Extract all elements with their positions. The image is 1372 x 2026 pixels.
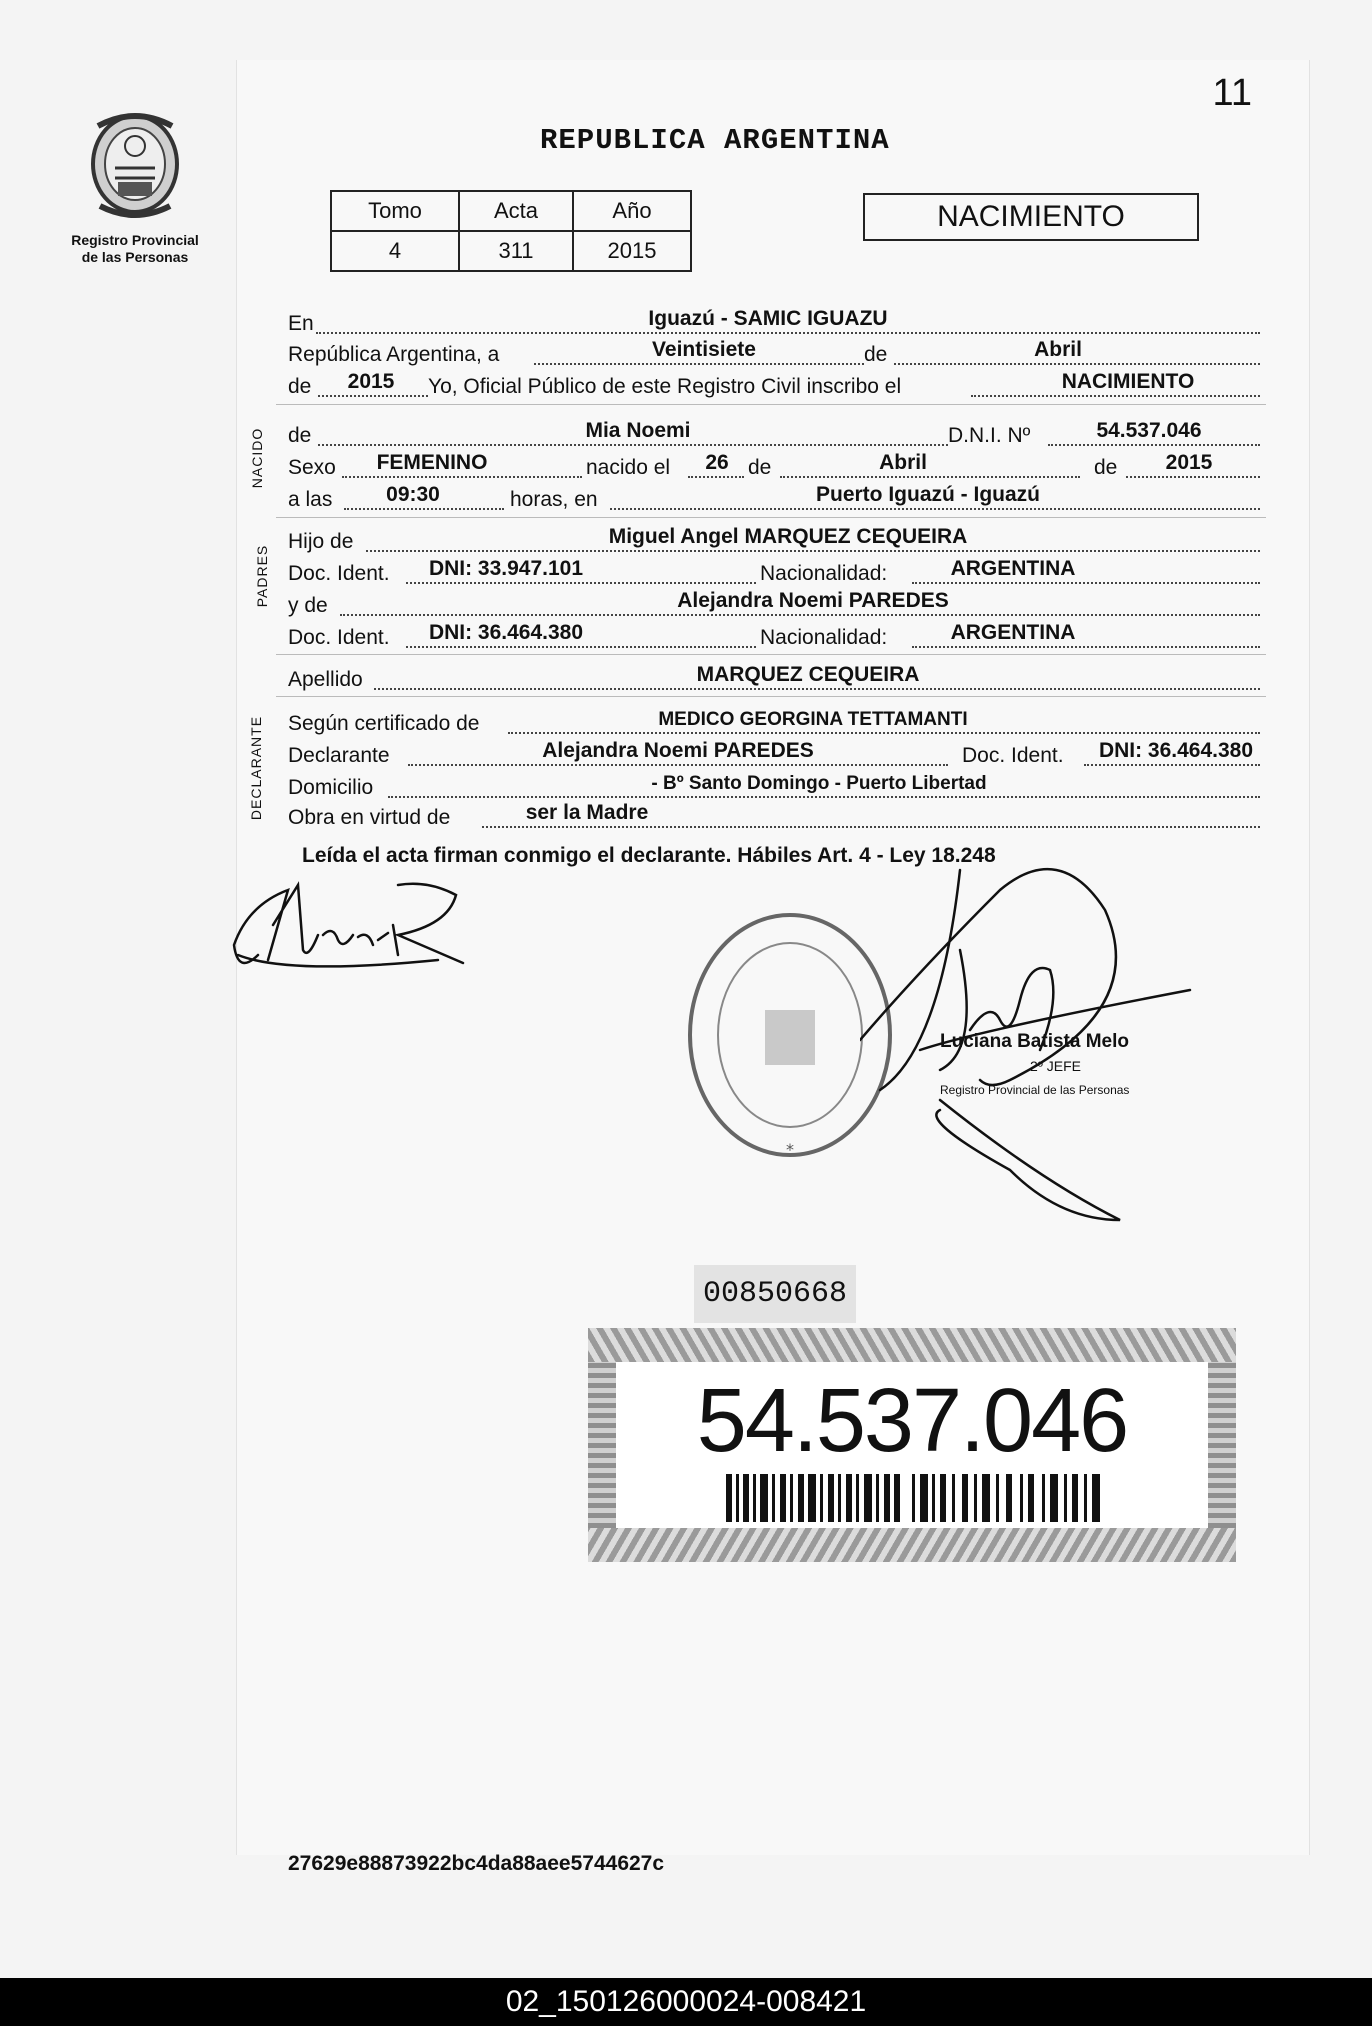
dia-letras-value: Veintisiete: [652, 338, 756, 361]
republica-label: República Argentina, a: [288, 343, 500, 366]
anio-value-form: 2015: [347, 370, 395, 393]
nombre-value: Mia Noemi: [585, 419, 691, 442]
row-obra: [288, 800, 1260, 832]
row-fecha: [288, 337, 1260, 369]
tomo-header: Tomo: [331, 191, 459, 231]
domicilio-value: - Bº Santo Domingo - Puerto Libertad: [651, 773, 987, 794]
de5-label: de: [1094, 456, 1118, 479]
row-anio: [288, 369, 1260, 401]
horas-label: horas, en: [510, 488, 598, 511]
doc-label: Doc. Ident.: [288, 562, 390, 585]
dni-sticker: [588, 1328, 1236, 1562]
official-caption: [940, 1030, 1129, 1102]
certificado-label: Según certificado de: [288, 712, 480, 735]
row-padre-doc: [288, 556, 1260, 588]
hora-value: 09:30: [386, 483, 440, 506]
declarante-doc-value: DNI: 36.464.380: [1098, 739, 1254, 762]
dni-value: 54.537.046: [1096, 419, 1202, 442]
en-label: En: [288, 312, 314, 335]
row-certificado: [288, 706, 1260, 738]
hijo-label: Hijo de: [288, 530, 354, 553]
serial-number: 00850668: [694, 1265, 856, 1323]
yo-label: Yo, Oficial Público de este Registro Civil inscribo el: [428, 375, 902, 398]
obra-label: Obra en virtud de: [288, 806, 451, 829]
lugar-nac-value: Puerto Iguazú - Iguazú: [816, 483, 1040, 506]
padres-side-label: PADRES: [254, 544, 270, 608]
madre-value: Alejandra Noemi PAREDES: [677, 589, 949, 612]
svg-text:*: *: [786, 1140, 794, 1159]
declarante-value: Alejandra Noemi PAREDES: [542, 739, 814, 762]
row-padre: [288, 524, 1260, 556]
madre-nac-value: ARGENTINA: [950, 621, 1076, 644]
mes-nac-value: Abril: [879, 451, 927, 474]
obra-value: ser la Madre: [525, 801, 649, 824]
padre-doc-value: DNI: 33.947.101: [428, 557, 584, 580]
row-en: [288, 306, 1260, 338]
footer-id-bar: 02_150126000024-008421: [0, 1978, 1372, 2026]
anio-header: Año: [573, 191, 691, 231]
yde-label: y de: [288, 594, 328, 617]
row-declarante: [288, 738, 1260, 770]
acta-value: 311: [459, 231, 573, 271]
row-nombre: [288, 418, 1260, 450]
anio-value: 2015: [573, 231, 691, 271]
official-role: 2º JEFE: [1030, 1058, 1082, 1074]
barcode-icon: [726, 1474, 1106, 1522]
registry-table: [330, 190, 692, 272]
declarant-signature: [228, 865, 468, 985]
de4-label: de: [748, 456, 772, 479]
apellido-label: Apellido: [288, 668, 363, 691]
nacido-side-label: NACIDO: [249, 427, 265, 489]
row-domicilio: [288, 770, 1260, 802]
lugar-value: Iguazú - SAMIC IGUAZU: [648, 307, 888, 330]
dia-value: 26: [705, 451, 729, 474]
row-madre: [288, 588, 1260, 620]
leida-statement: Leída el acta firman conmigo el declarante. Hábiles Art. 4 - Ley 18.248: [302, 844, 996, 867]
misiones-emblem-icon: [80, 106, 190, 226]
acta-header: Acta: [459, 191, 573, 231]
mes-value: Abril: [1034, 338, 1082, 361]
nacido-label: nacido el: [586, 456, 671, 479]
official-office: Registro Provincial de las Personas: [940, 1083, 1130, 1097]
de3-label: de: [288, 424, 312, 447]
row-apellido: [288, 662, 1260, 694]
sexo-value: FEMENINO: [376, 451, 488, 474]
de-label: de: [864, 343, 888, 366]
row-sexo: [288, 450, 1260, 482]
logo-line-1: Registro Provincial: [71, 232, 199, 248]
alas-label: a las: [288, 488, 333, 511]
padre-value: Miguel Angel MARQUEZ CEQUEIRA: [608, 525, 968, 548]
padre-nac-value: ARGENTINA: [950, 557, 1076, 580]
document-hash: 27629e88873922bc4da88aee5744627c: [288, 1852, 665, 1875]
sticker-dni-number: 54.537.046: [696, 1371, 1128, 1471]
declarante-label: Declarante: [288, 744, 390, 767]
row-hora: [288, 482, 1260, 514]
declarante-side-label: DECLARANTE: [248, 715, 264, 821]
record-type-box: NACIMIENTO: [863, 193, 1199, 241]
dni-label: D.N.I. Nº: [948, 424, 1031, 447]
tomo-value: 4: [331, 231, 459, 271]
nac2-label: Nacionalidad:: [760, 626, 888, 649]
doc3-label: Doc. Ident.: [962, 744, 1064, 767]
domicilio-label: Domicilio: [288, 776, 374, 799]
page-number: 11: [1212, 72, 1252, 114]
certificado-value: MEDICO GEORGINA TETTAMANTI: [658, 709, 968, 730]
anio-nac-value: 2015: [1165, 451, 1213, 474]
logo-line-2: de las Personas: [81, 249, 189, 265]
de2-label: de: [288, 375, 312, 398]
nac-label: Nacionalidad:: [760, 562, 888, 585]
official-name: Luciana Batista Melo: [940, 1031, 1129, 1052]
apellido-value: MARQUEZ CEQUEIRA: [696, 663, 920, 686]
sexo-label: Sexo: [288, 456, 336, 479]
registry-logo: [60, 106, 210, 266]
row-madre-doc: [288, 620, 1260, 652]
inscribe-value: NACIMIENTO: [1061, 370, 1195, 393]
document-title: REPUBLICA ARGENTINA: [540, 124, 890, 157]
madre-doc-value: DNI: 36.464.380: [428, 621, 584, 644]
doc2-label: Doc. Ident.: [288, 626, 390, 649]
